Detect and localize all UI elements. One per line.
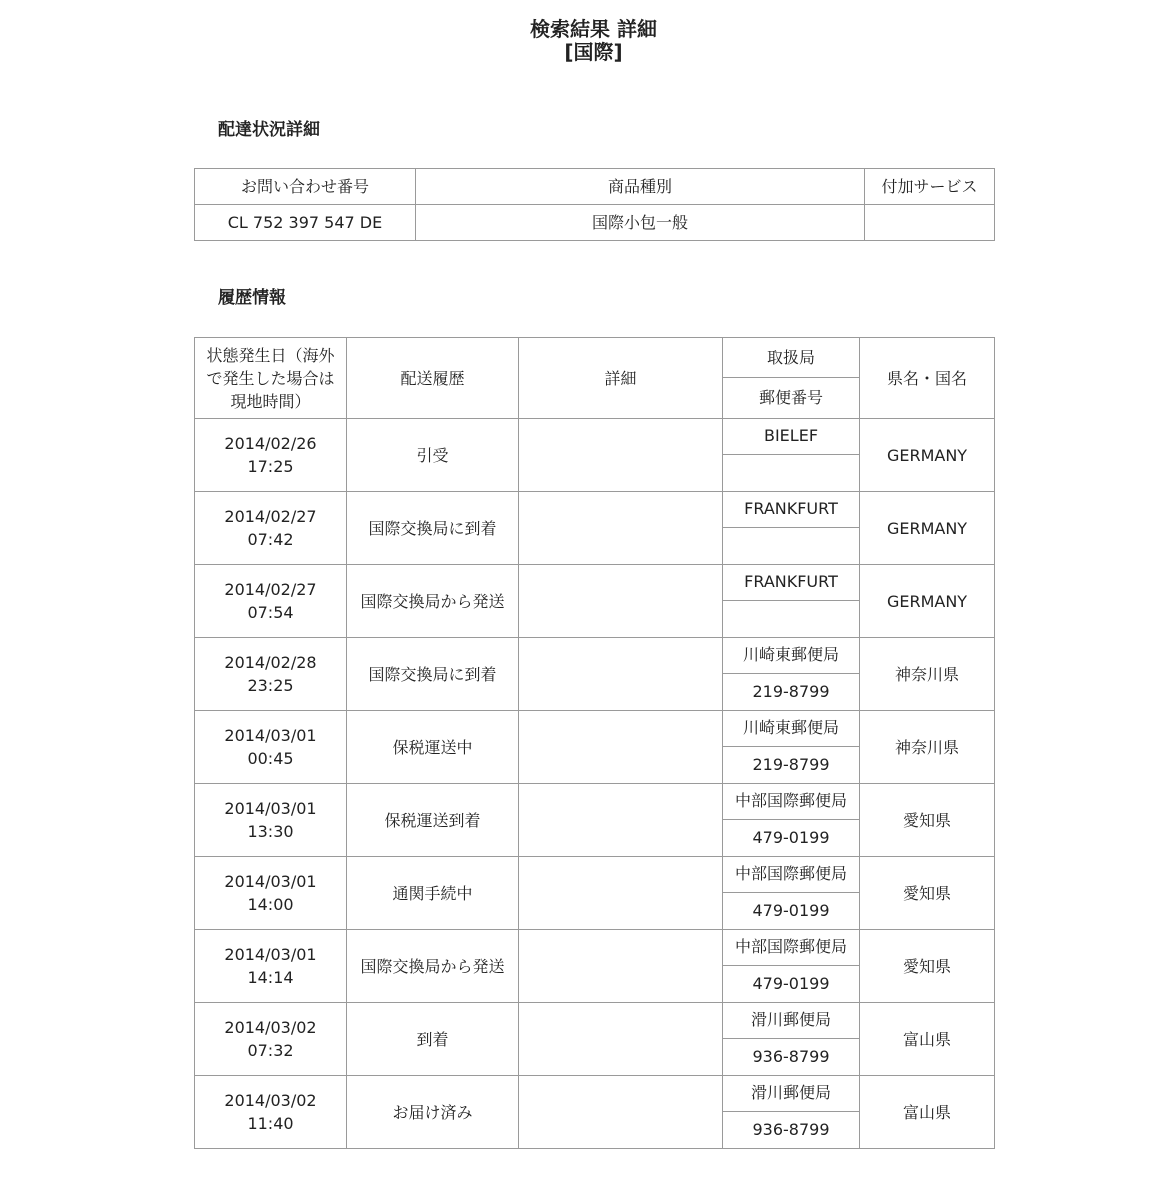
- date-header: 状態発生日（海外で発生した場合は現地時間）: [195, 338, 347, 419]
- history-datetime: [195, 1003, 347, 1076]
- postal-code-header: 郵便番号: [758, 388, 823, 407]
- history-event: 国際交換局に到着: [347, 638, 519, 711]
- office-header-cell: [723, 338, 860, 419]
- history-datetime: [195, 1076, 347, 1149]
- history-office-cell: [723, 711, 860, 784]
- history-datetime: [195, 492, 347, 565]
- history-postal-code: [723, 528, 859, 564]
- history-region: 富山県: [860, 1003, 995, 1076]
- history-postal-code: 936-8799: [752, 1047, 830, 1066]
- history-detail: [519, 1076, 723, 1149]
- event-header: 配送履歴: [347, 338, 519, 419]
- history-detail: [519, 711, 723, 784]
- history-time: 23:25: [247, 676, 294, 695]
- history-date: 2014/02/27: [224, 580, 317, 599]
- history-office-cell: [723, 492, 860, 565]
- history-detail: [519, 565, 723, 638]
- history-office: BIELEF: [723, 419, 859, 455]
- history-postal-code: 936-8799: [752, 1120, 830, 1139]
- history-date: 2014/03/01: [224, 799, 317, 818]
- extra-service-header: 付加サービス: [865, 169, 995, 205]
- history-region: 愛知県: [860, 930, 995, 1003]
- history-row: [195, 419, 995, 492]
- history-row: [195, 1076, 995, 1149]
- history-office: 川崎東郵便局: [723, 638, 859, 674]
- history-time: 07:42: [247, 530, 294, 549]
- history-table-header-row: [195, 338, 995, 419]
- history-detail: [519, 1003, 723, 1076]
- status-table: [194, 168, 995, 241]
- history-row: [195, 638, 995, 711]
- history-time: 11:40: [247, 1114, 294, 1133]
- history-date: 2014/03/02: [224, 1091, 317, 1110]
- history-time: 07:32: [247, 1041, 294, 1060]
- history-detail: [519, 492, 723, 565]
- history-detail: [519, 419, 723, 492]
- history-region: 愛知県: [860, 784, 995, 857]
- history-office-cell: [723, 1076, 860, 1149]
- history-time: 13:30: [247, 822, 294, 841]
- history-office: FRANKFURT: [723, 492, 859, 528]
- history-time: 17:25: [247, 457, 294, 476]
- history-detail: [519, 857, 723, 930]
- history-event: 通関手続中: [347, 857, 519, 930]
- history-time: 00:45: [247, 749, 294, 768]
- item-type-value: 国際小包一般: [416, 205, 865, 241]
- history-row: [195, 784, 995, 857]
- history-datetime: [195, 930, 347, 1003]
- history-postal-code: [723, 455, 859, 491]
- history-datetime: [195, 784, 347, 857]
- history-event: 引受: [347, 419, 519, 492]
- history-postal-code: 479-0199: [752, 974, 830, 993]
- history-office: 滑川郵便局: [723, 1076, 859, 1112]
- history-office: FRANKFURT: [723, 565, 859, 601]
- history-region: GERMANY: [860, 419, 995, 492]
- history-row: [195, 711, 995, 784]
- history-postal-code: [723, 601, 859, 637]
- history-office-cell: [723, 930, 860, 1003]
- item-type-header: 商品種別: [416, 169, 865, 205]
- history-office: 滑川郵便局: [723, 1003, 859, 1039]
- history-office-cell: [723, 419, 860, 492]
- status-table-header-row: [195, 169, 995, 205]
- history-date: 2014/03/01: [224, 945, 317, 964]
- detail-header: 詳細: [519, 338, 723, 419]
- tracking-number-value: CL 752 397 547 DE: [195, 205, 416, 241]
- history-datetime: [195, 419, 347, 492]
- page-title-main: 検索結果 詳細: [530, 17, 657, 41]
- history-event: 保税運送到着: [347, 784, 519, 857]
- status-section-heading: 配達状況詳細: [218, 120, 320, 140]
- history-office: 中部国際郵便局: [723, 857, 859, 893]
- history-postal-code: 219-8799: [752, 755, 830, 774]
- history-row: [195, 565, 995, 638]
- status-table-row: [195, 205, 995, 241]
- history-office-cell: [723, 565, 860, 638]
- history-postal-code: 219-8799: [752, 682, 830, 701]
- history-event: 到着: [347, 1003, 519, 1076]
- history-postal-code: 479-0199: [752, 901, 830, 920]
- office-header: 取扱局: [723, 338, 859, 378]
- history-time: 14:00: [247, 895, 294, 914]
- history-row: [195, 492, 995, 565]
- history-office: 川崎東郵便局: [723, 711, 859, 747]
- history-date: 2014/02/27: [224, 507, 317, 526]
- history-time: 07:54: [247, 603, 294, 622]
- history-office-cell: [723, 857, 860, 930]
- history-row: [195, 1003, 995, 1076]
- history-event: 保税運送中: [347, 711, 519, 784]
- history-event: 国際交換局に到着: [347, 492, 519, 565]
- history-date: 2014/03/01: [224, 726, 317, 745]
- history-date: 2014/03/02: [224, 1018, 317, 1037]
- history-event: 国際交換局から発送: [347, 930, 519, 1003]
- history-datetime: [195, 638, 347, 711]
- history-region: GERMANY: [860, 565, 995, 638]
- history-date: 2014/02/28: [224, 653, 317, 672]
- history-region: 神奈川県: [860, 638, 995, 711]
- history-event: 国際交換局から発送: [347, 565, 519, 638]
- region-header: 県名・国名: [860, 338, 995, 419]
- history-detail: [519, 638, 723, 711]
- history-region: 神奈川県: [860, 711, 995, 784]
- page-title-sub: [国際]: [564, 40, 623, 64]
- history-datetime: [195, 711, 347, 784]
- tracking-number-header: お問い合わせ番号: [195, 169, 416, 205]
- history-datetime: [195, 857, 347, 930]
- extra-service-value: [865, 205, 995, 241]
- history-time: 14:14: [247, 968, 294, 987]
- history-region: 富山県: [860, 1076, 995, 1149]
- history-date: 2014/03/01: [224, 872, 317, 891]
- history-office-cell: [723, 1003, 860, 1076]
- history-postal-code: 479-0199: [752, 828, 830, 847]
- history-region: 愛知県: [860, 857, 995, 930]
- history-event: お届け済み: [347, 1076, 519, 1149]
- history-office: 中部国際郵便局: [723, 930, 859, 966]
- history-office: 中部国際郵便局: [723, 784, 859, 820]
- history-section-heading: 履歴情報: [218, 288, 286, 308]
- history-region: GERMANY: [860, 492, 995, 565]
- history-detail: [519, 930, 723, 1003]
- history-row: [195, 930, 995, 1003]
- history-datetime: [195, 565, 347, 638]
- page-title: [0, 18, 1157, 64]
- history-detail: [519, 784, 723, 857]
- history-row: [195, 857, 995, 930]
- history-table: [194, 337, 995, 1149]
- history-date: 2014/02/26: [224, 434, 317, 453]
- history-office-cell: [723, 638, 860, 711]
- history-office-cell: [723, 784, 860, 857]
